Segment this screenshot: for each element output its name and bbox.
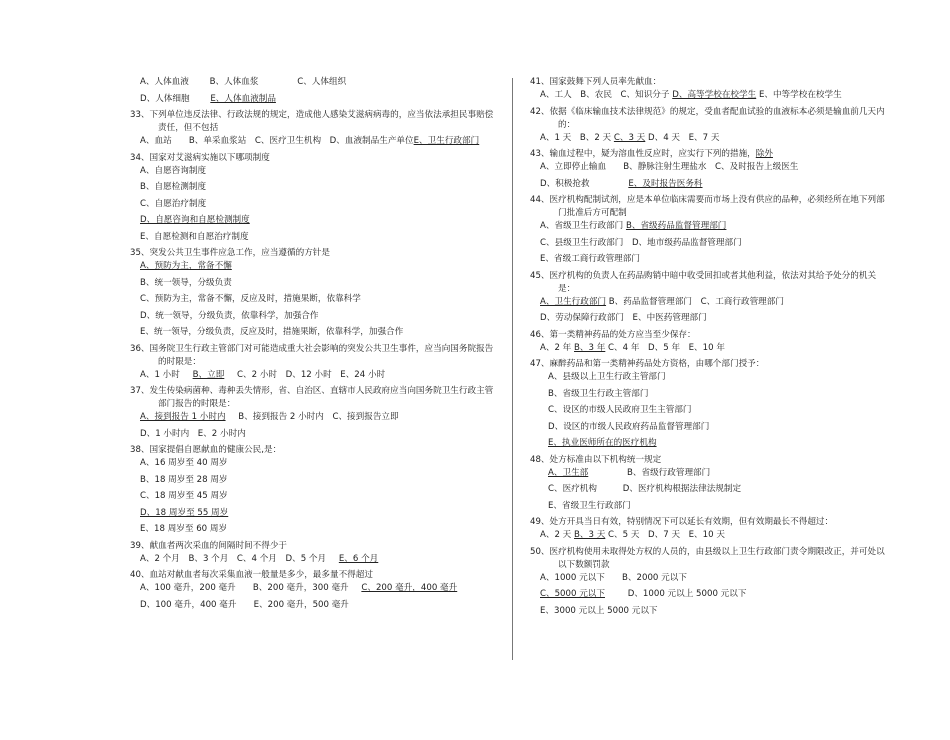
option-c: C、预防为主，常备不懈，反应及时，措施果断，依靠科学 bbox=[140, 294, 361, 304]
option-e: E、省级工商行政管理部门 bbox=[540, 254, 640, 264]
question-stem: 49、处方开具当日有效，特别情况下可以延长有效期，但有效期最长不得超过： bbox=[530, 517, 834, 527]
option-d: D、统一领导，分级负责，依靠科学，加强合作 bbox=[140, 310, 319, 321]
option-c-answer: C、200 毫升，400 毫升 bbox=[361, 583, 458, 593]
question-stem: 46、第一类精神药品的处方应当至少保存： bbox=[530, 329, 696, 340]
question-stem: 37、发生传染病菌种、毒种丢失情形，省、自治区、直辖市人民政府应当向国务院卫生行政主管部门报告的时限是： bbox=[130, 386, 494, 409]
options-c-e: C、4 年 D、5 年 E、10 年 bbox=[608, 342, 725, 353]
question-stem: 41、国家鼓舞下列人员率先献血： bbox=[530, 77, 662, 87]
question-43 bbox=[530, 148, 890, 191]
option-b: B、18 周岁至 28 周岁 bbox=[140, 474, 228, 485]
option-row bbox=[530, 342, 890, 355]
question-stem: 38、国家提倡自愿献血的健康公民,是： bbox=[130, 445, 282, 455]
question-34 bbox=[130, 152, 498, 244]
option-e: E、统一领导，分级负责，反应及时，措施果断，依靠科学，加强合作 bbox=[140, 327, 404, 337]
option-c: C、18 周岁至 45 周岁 bbox=[140, 491, 228, 501]
option-b-answer: B、3 年 bbox=[574, 342, 606, 353]
question-46 bbox=[530, 329, 890, 355]
question-stem: 35、突发公共卫生事件应急工作，应当遵循的方针是 bbox=[130, 248, 330, 258]
question-stem: 44、医疗机构配制试剂，应是本单位临床需要而市场上没有供应的品种，必须经所在地下列部门批准后方可配制 bbox=[530, 195, 885, 218]
option-e: E、中等学校在校学生 bbox=[758, 90, 842, 100]
option-a: A、2 年 bbox=[540, 342, 572, 353]
question-32-options bbox=[130, 76, 498, 106]
option-e-answer: E、及时报告医务科 bbox=[628, 178, 703, 189]
question-38 bbox=[130, 444, 498, 536]
option-row bbox=[130, 553, 498, 566]
option-row bbox=[530, 220, 890, 233]
option-c-answer: C、3 天 bbox=[613, 132, 646, 143]
option-row bbox=[130, 135, 498, 148]
options-c-e: C、5 天 D、7 天 E、10 天 bbox=[608, 530, 725, 540]
option-d: D、设区的市级人民政府药品监督管理部门 bbox=[548, 421, 710, 432]
option-a-answer: A、预防为主，常备不懈 bbox=[140, 261, 232, 271]
option-row bbox=[530, 467, 890, 480]
question-stem: 42、依据《临床输血技术法律规范》的规定，受血者配血试验的血液标本必须是输血前几天内的： bbox=[530, 106, 885, 130]
options-b-c: B、药品监督管理部门 C、工商行政管理部门 bbox=[608, 296, 784, 307]
options-c-d: C、医疗机构 D、医疗机构根据法律法规制定 bbox=[548, 484, 742, 494]
option-d: D、积极抢救 bbox=[540, 178, 590, 189]
options-a-c: A、立即停止输血 B、静脉注射生理盐水 C、及时报告上级医生 bbox=[540, 162, 799, 172]
question-stem: 47、麻醉药品和第一类精神药品处方资格，由哪个部门授予： bbox=[530, 359, 765, 369]
option-e: E、3000 元以上 5000 元以下 bbox=[540, 605, 658, 616]
option-e-answer: E、6 个月 bbox=[338, 553, 379, 564]
question-36 bbox=[130, 343, 498, 382]
question-42 bbox=[530, 106, 890, 145]
options-c-e: C、2 小时 D、12 小时 E、24 小时 bbox=[237, 369, 386, 380]
option-b: B、省级行政管理部门 bbox=[627, 467, 711, 478]
option-row bbox=[530, 588, 890, 601]
option-e: E、省级卫生行政部门 bbox=[548, 500, 631, 511]
option-c-answer: C、5000 元以下 bbox=[540, 589, 605, 599]
options-a-d: A、血站 B、单采血浆站 C、医疗卫生机构 D、血液制品生产单位 bbox=[140, 136, 414, 146]
option-e-answer: E、卫生行政部门 bbox=[413, 136, 480, 146]
option-row bbox=[530, 132, 890, 145]
question-33 bbox=[130, 109, 498, 148]
question-50 bbox=[530, 546, 890, 618]
question-39 bbox=[130, 540, 498, 566]
question-45 bbox=[530, 270, 890, 326]
question-stem: 48、处方标准由以下机构统一规定 bbox=[530, 454, 662, 465]
option-e-answer: E、执业医师所在的医疗机构 bbox=[548, 438, 657, 448]
option-row bbox=[530, 296, 890, 309]
option-row bbox=[130, 76, 498, 89]
option-b-answer: B、立即 bbox=[192, 369, 225, 380]
question-35 bbox=[130, 247, 498, 339]
option-c: C、设区的市级人民政府卫生主管部门 bbox=[548, 405, 692, 415]
option-a: A、人体血液 bbox=[140, 77, 189, 87]
options-d-e: D、1 小时内 E、2 小时内 bbox=[140, 428, 246, 439]
option-row bbox=[530, 529, 890, 542]
options-d-e: D、劳动保障行政部门 E、中医药管理部门 bbox=[540, 313, 707, 323]
options-d-e: D、100 毫升，400 毫升 E、200 毫升，500 毫升 bbox=[140, 599, 349, 610]
question-47 bbox=[530, 358, 890, 450]
question-stem: 36、国务院卫生行政主管部门对可能造成重大社会影响的突发公共卫生事件，应当向国务院报告的时限是： bbox=[130, 343, 494, 367]
option-e: E、自愿检测和自愿治疗制度 bbox=[140, 231, 249, 242]
options-a-c: A、工人 B、农民 C、知识分子 bbox=[540, 90, 670, 100]
question-41 bbox=[530, 76, 890, 102]
stem-text: 43、输血过程中，疑为溶血性反应时，应实行下列的措施， bbox=[530, 149, 756, 159]
stem-emphasis: 除外 bbox=[755, 149, 773, 159]
option-a-answer: A、接到报告 1 小时内 bbox=[140, 412, 226, 422]
question-stem: 40、血站对献血者每次采集血液一般量是多少，最多量不得超过 bbox=[130, 570, 373, 580]
option-e: E、18 周岁至 60 周岁 bbox=[140, 524, 228, 534]
option-a-answer: A、卫生部 bbox=[548, 467, 589, 478]
option-b-answer: B、省级药品监督管理部门 bbox=[625, 221, 727, 231]
option-row bbox=[530, 89, 890, 102]
option-a: A、自愿咨询制度 bbox=[140, 165, 207, 176]
question-49 bbox=[530, 516, 890, 542]
option-row bbox=[130, 369, 498, 382]
right-column bbox=[530, 76, 890, 621]
question-stem: 45、医疗机构的负责人在药品购销中暗中收受回扣或者其他利益，依法对其给予处分的机关是： bbox=[530, 270, 877, 294]
question-stem: 34、国家对艾滋病实施以下哪项制度 bbox=[130, 152, 270, 163]
question-40 bbox=[130, 569, 498, 612]
option-d: D、1000 元以上 5000 元以下 bbox=[627, 589, 747, 599]
question-37 bbox=[130, 385, 498, 441]
options-c-d: C、县级卫生行政部门 D、地市级药品监督管理部门 bbox=[540, 237, 742, 248]
option-d: D、人体细胞 bbox=[140, 93, 190, 104]
left-column bbox=[130, 76, 498, 615]
option-a: A、县级以上卫生行政主管部门 bbox=[548, 372, 666, 382]
options-a-b: A、100 毫升，200 毫升 B、200 毫升，300 毫升 bbox=[140, 583, 349, 593]
question-stem: 50、医疗机构使用未取得处方权的人员的，由县级以上卫生行政部门责令期限改正，并可处以以下数额罚款 bbox=[530, 546, 885, 570]
option-d-answer: D、自愿咨询和自愿检测制度 bbox=[140, 215, 250, 225]
option-b-answer: B、3 天 bbox=[574, 530, 606, 540]
option-a: A、16 周岁至 40 周岁 bbox=[140, 458, 228, 468]
question-48 bbox=[530, 454, 890, 513]
option-row bbox=[130, 411, 498, 424]
question-44 bbox=[530, 194, 890, 266]
options-a-b: A、1 天 B、2 天 bbox=[540, 132, 612, 143]
option-a-answer: A、卫生行政部门 bbox=[540, 296, 607, 307]
option-row bbox=[530, 178, 890, 191]
question-stem bbox=[530, 148, 890, 161]
option-row bbox=[130, 582, 498, 595]
question-stem: 33、下列单位违反法律、行政法规的规定，造成他人感染艾滋病病毒的，应当依法承担民事赔偿责任，但不包括 bbox=[130, 110, 494, 133]
option-c: C、人体组织 bbox=[297, 77, 347, 87]
options-d-e: D、4 天 E、7 天 bbox=[648, 132, 720, 143]
option-a: A、2 天 bbox=[540, 530, 572, 540]
column-divider bbox=[512, 78, 513, 660]
option-d-answer: D、高等学校在校学生 bbox=[672, 90, 757, 100]
options-a-d: A、2 个月 B、3 个月 C、4 个月 D、5 个月 bbox=[140, 553, 327, 564]
option-b: B、省级卫生行政主管部门 bbox=[548, 388, 649, 399]
option-e-answer: E、人体血液制品 bbox=[210, 93, 276, 104]
option-a: A、省级卫生行政部门 bbox=[540, 221, 624, 231]
options-a-b: A、1000 元以下 B、2000 元以下 bbox=[540, 572, 687, 583]
option-a: A、1 小时 bbox=[140, 369, 180, 380]
question-stem: 39、献血者两次采血的间隔时间不得少于 bbox=[130, 540, 288, 551]
option-d-answer: D、18 周岁至 55 周岁 bbox=[140, 507, 229, 518]
option-row bbox=[130, 93, 498, 106]
option-b: B、自愿检测制度 bbox=[140, 182, 207, 192]
option-c: C、自愿治疗制度 bbox=[140, 198, 207, 209]
option-b: B、人体血浆 bbox=[209, 77, 259, 87]
option-b: B、统一领导，分级负责 bbox=[140, 277, 232, 288]
options-b-c: B、接到报告 2 小时内 C、接到报告立即 bbox=[238, 412, 399, 422]
